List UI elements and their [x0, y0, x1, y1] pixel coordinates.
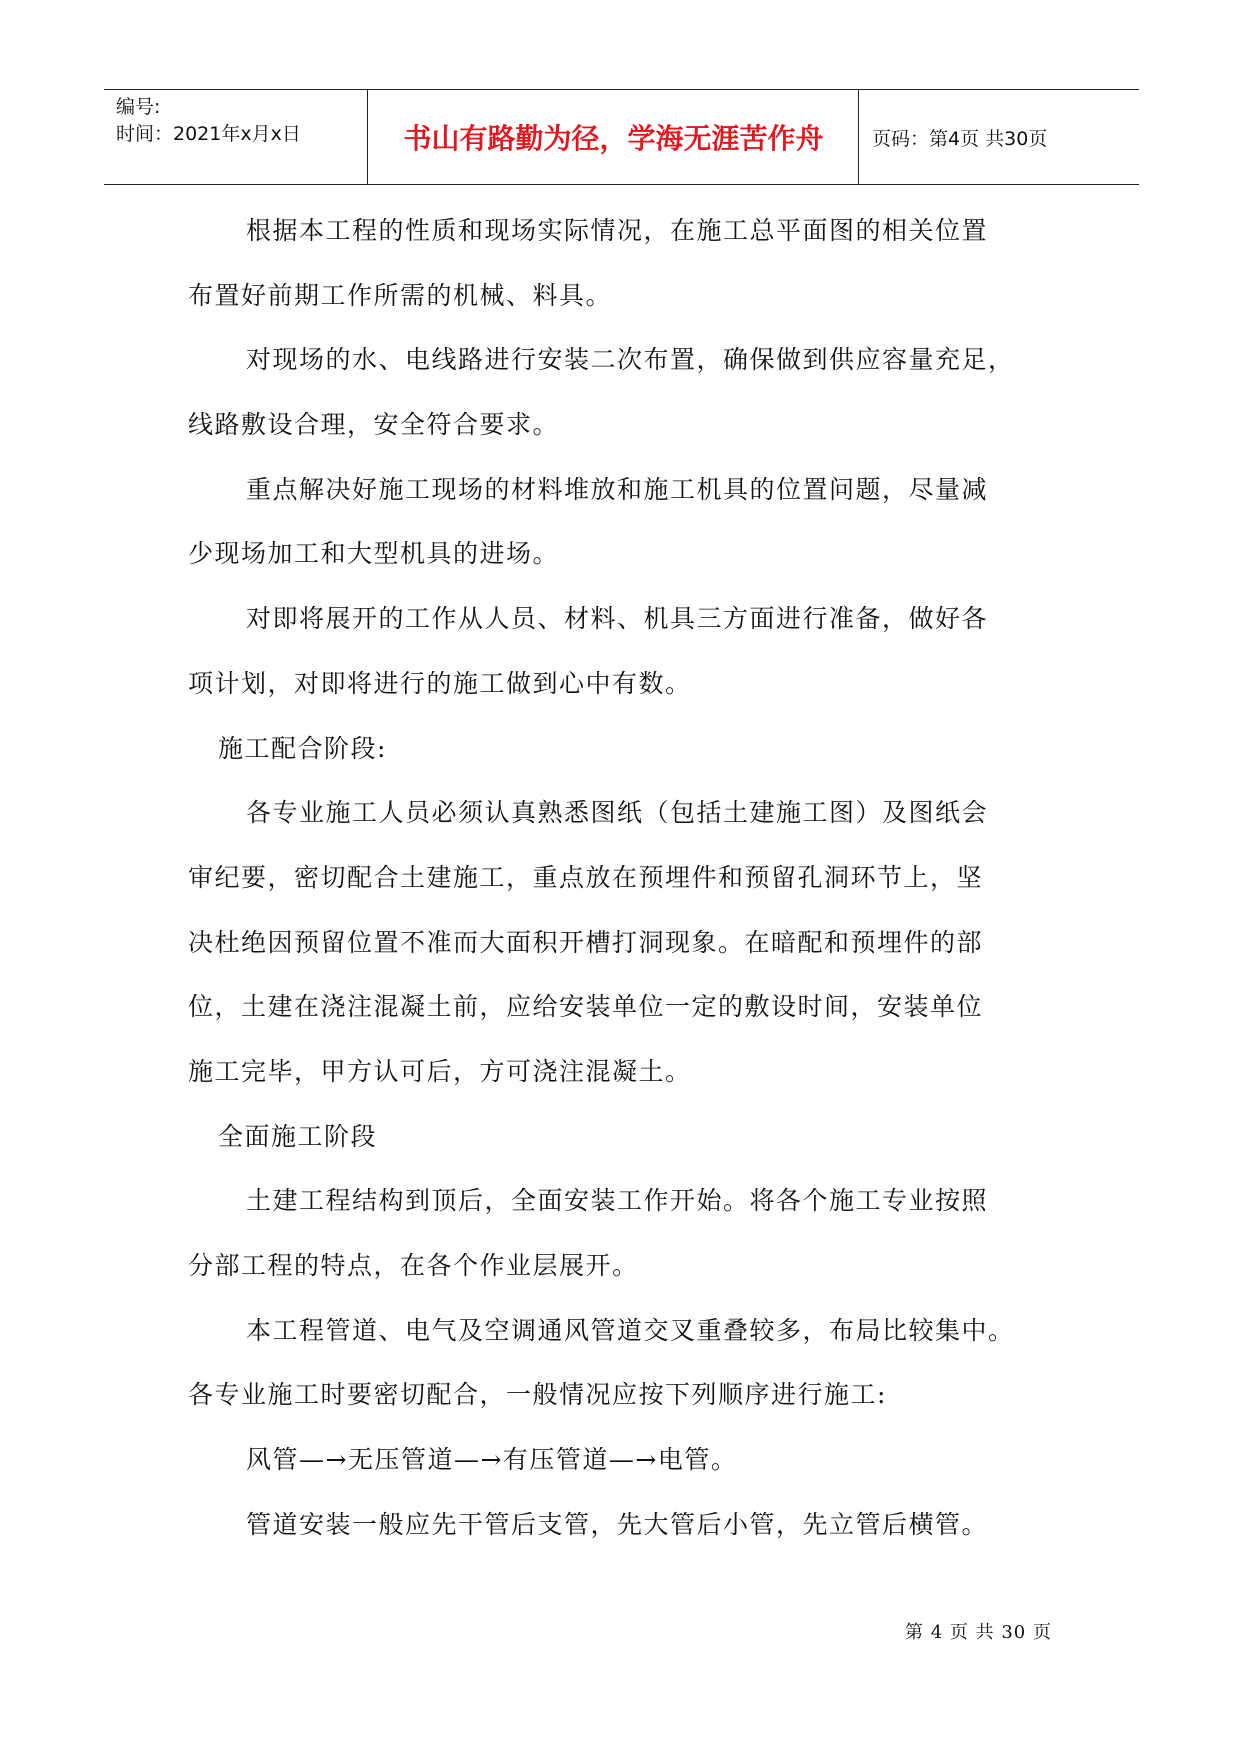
header-page-number: 页码：第4页 共30页 [872, 127, 1048, 150]
page-header [104, 89, 1139, 185]
header-meta [116, 94, 366, 148]
header-divider [858, 90, 859, 184]
body-line: 位，土建在浇注混凝土前，应给安装单位一定的敷设时间，安装单位 [188, 992, 984, 1022]
body-line: 根据本工程的性质和现场实际情况，在施工总平面图的相关位置 [246, 216, 989, 245]
body-line: 布置好前期工作所需的机械、料具。 [188, 280, 613, 310]
body-line: 施工配合阶段: [218, 733, 387, 763]
body-line: 各专业施工人员必须认真熟悉图纸（包括土建施工图）及图纸会 [246, 798, 989, 828]
body-line: 对即将展开的工作从人员、材料、机具三方面进行准备，做好各 [246, 604, 989, 634]
body-line: 管道安装一般应先干管后支管，先大管后小管，先立管后横管。 [246, 1509, 989, 1539]
document-body [188, 211, 1058, 1569]
body-line: 项计划，对即将进行的施工做到心中有数。 [188, 668, 692, 698]
body-line: 对现场的水、电线路进行安装二次布置，确保做到供应容量充足， [246, 345, 1015, 375]
body-line: 分部工程的特点，在各个作业层展开。 [188, 1251, 639, 1280]
body-line: 施工完毕，甲方认可后，方可浇注混凝土。 [188, 1056, 692, 1086]
body-line: 线路敷设合理，安全符合要求。 [188, 410, 560, 440]
page-footer: 第 4 页 共 30 页 [905, 1622, 1052, 1643]
body-line: 审纪要，密切配合土建施工，重点放在预埋件和预留孔洞环节上，坚 [188, 862, 984, 892]
body-line: 全面施工阶段 [218, 1121, 378, 1151]
document-number-label: 编号: [116, 96, 161, 118]
body-line: 少现场加工和大型机具的进场。 [188, 539, 560, 569]
document-time-label: 时间：2021年x月x日 [116, 123, 301, 145]
header-divider [367, 90, 368, 184]
body-line: 土建工程结构到顶后，全面安装工作开始。将各个施工专业按照 [246, 1186, 989, 1216]
body-line: 重点解决好施工现场的材料堆放和施工机具的位置问题，尽量减 [246, 474, 989, 504]
body-line: 本工程管道、电气及空调通风管道交叉重叠较多，布局比较集中。 [246, 1315, 1015, 1345]
header-motto: 书山有路勤为径，学海无涯苦作舟 [403, 122, 824, 155]
body-line: 决杜绝因预留位置不准而大面积开槽打洞现象。在暗配和预埋件的部 [188, 927, 984, 957]
body-line: 风管—→无压管道—→有压管道—→电管。 [246, 1445, 738, 1475]
body-line: 各专业施工时要密切配合，一般情况应按下列顺序进行施工: [188, 1380, 887, 1410]
